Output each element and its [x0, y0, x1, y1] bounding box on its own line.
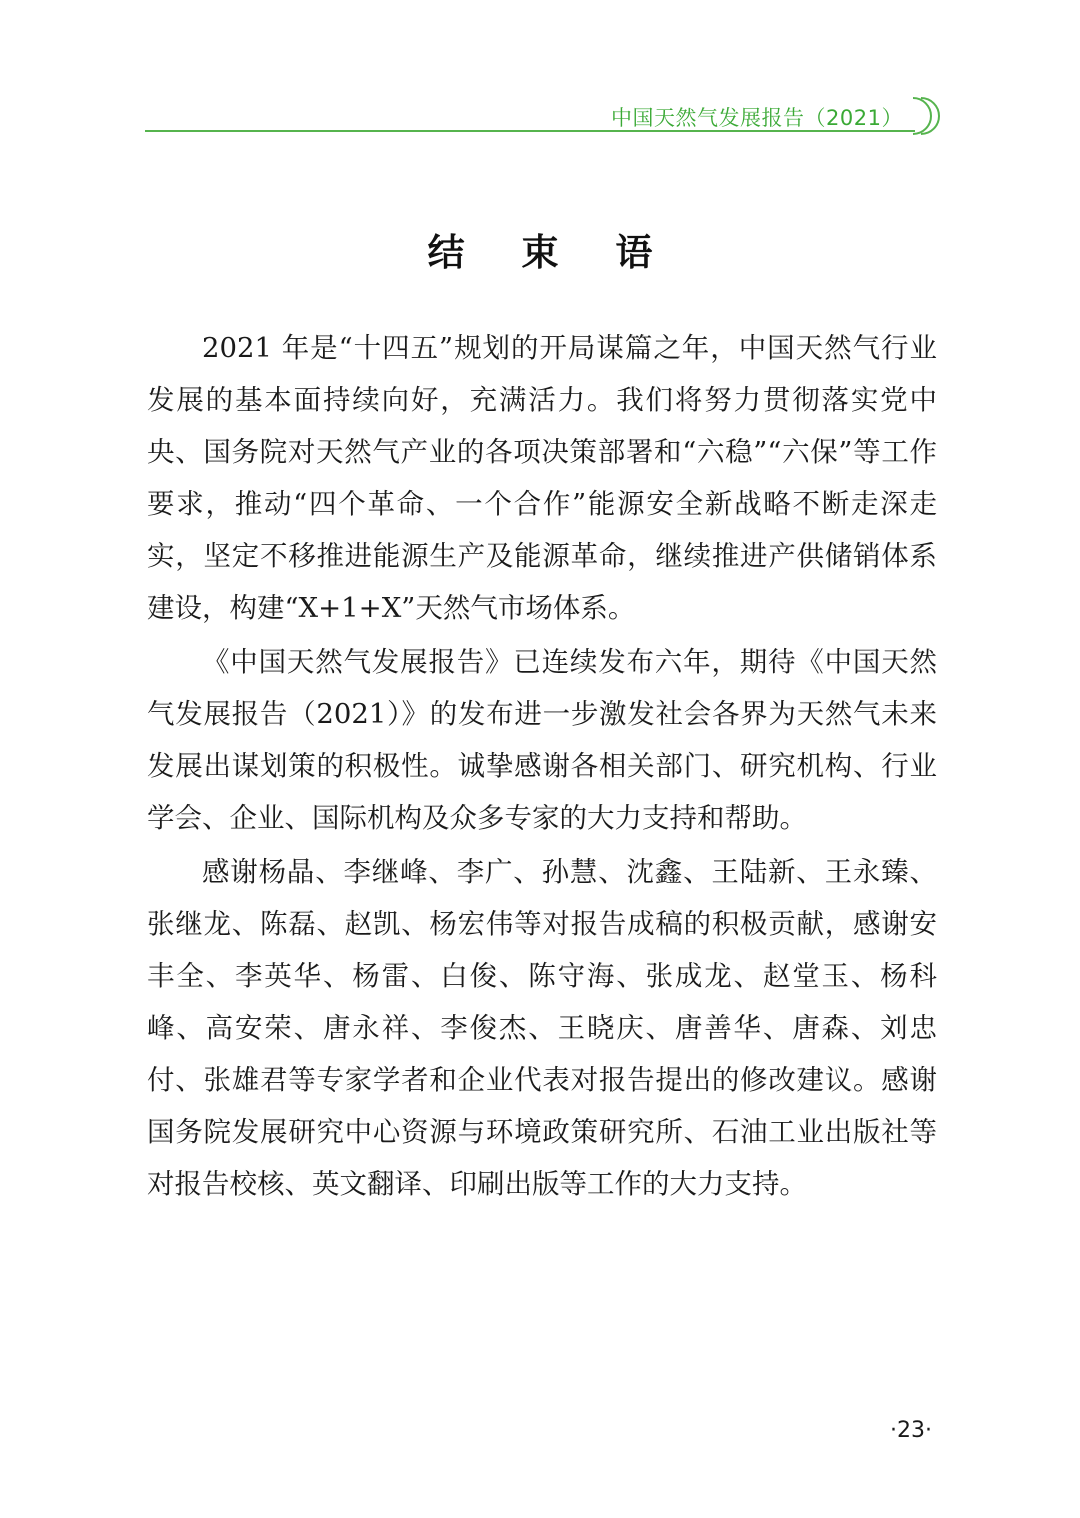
running-header [145, 96, 945, 142]
chapter-title: 结 束 语 [427, 231, 675, 274]
page-number: ·23· [890, 1418, 932, 1443]
paragraph-2: 《中国天然气发展报告》已连续发布六年，期待《中国天然气发展报告（2021）》的发布进一步激发社会各界为天然气未来发展出谋划策的积极性。诚挚感谢各相关部门、研究机构、行业学会、企业、国际机构及众多专家的大力支持和帮助。 [147, 646, 937, 834]
header-rule [145, 130, 915, 132]
paragraph-1: 2021 年是“十四五”规划的开局谋篇之年，中国天然气行业发展的基本面持续向好，充满活力。我们将努力贯彻落实党中央、国务院对天然气产业的各项决策部署和“六稳”“六保”等工作要求，推动“四个革命、一个合作”能源安全新战略不断走深走实，坚定不移推进能源生产及能源革命，继续推进产供储销体系建设，构建“X+1+X”天然气市场体系。 [147, 332, 937, 624]
body-text [147, 322, 937, 1212]
running-header-title: 中国天然气发展报告（2021） [611, 106, 903, 130]
paragraph-3: 感谢杨晶、李继峰、李广、孙慧、沈鑫、王陆新、王永臻、张继龙、陈磊、赵凯、杨宏伟等对报告成稿的积极贡献，感谢安丰全、李英华、杨雷、白俊、陈守海、张成龙、赵堂玉、杨科峰、高安荣、唐永祥、李俊杰、王晓庆、唐善华、唐森、刘忠付、张雄君等专家学者和企业代表对报告提出的修改建议。感谢国务院发展研究中心资源与环境政策研究所、石油工业出版社等对报告校核、英文翻译、印刷出版等工作的大力支持。 [147, 856, 937, 1200]
header-arc-ornament-icon [905, 96, 945, 136]
